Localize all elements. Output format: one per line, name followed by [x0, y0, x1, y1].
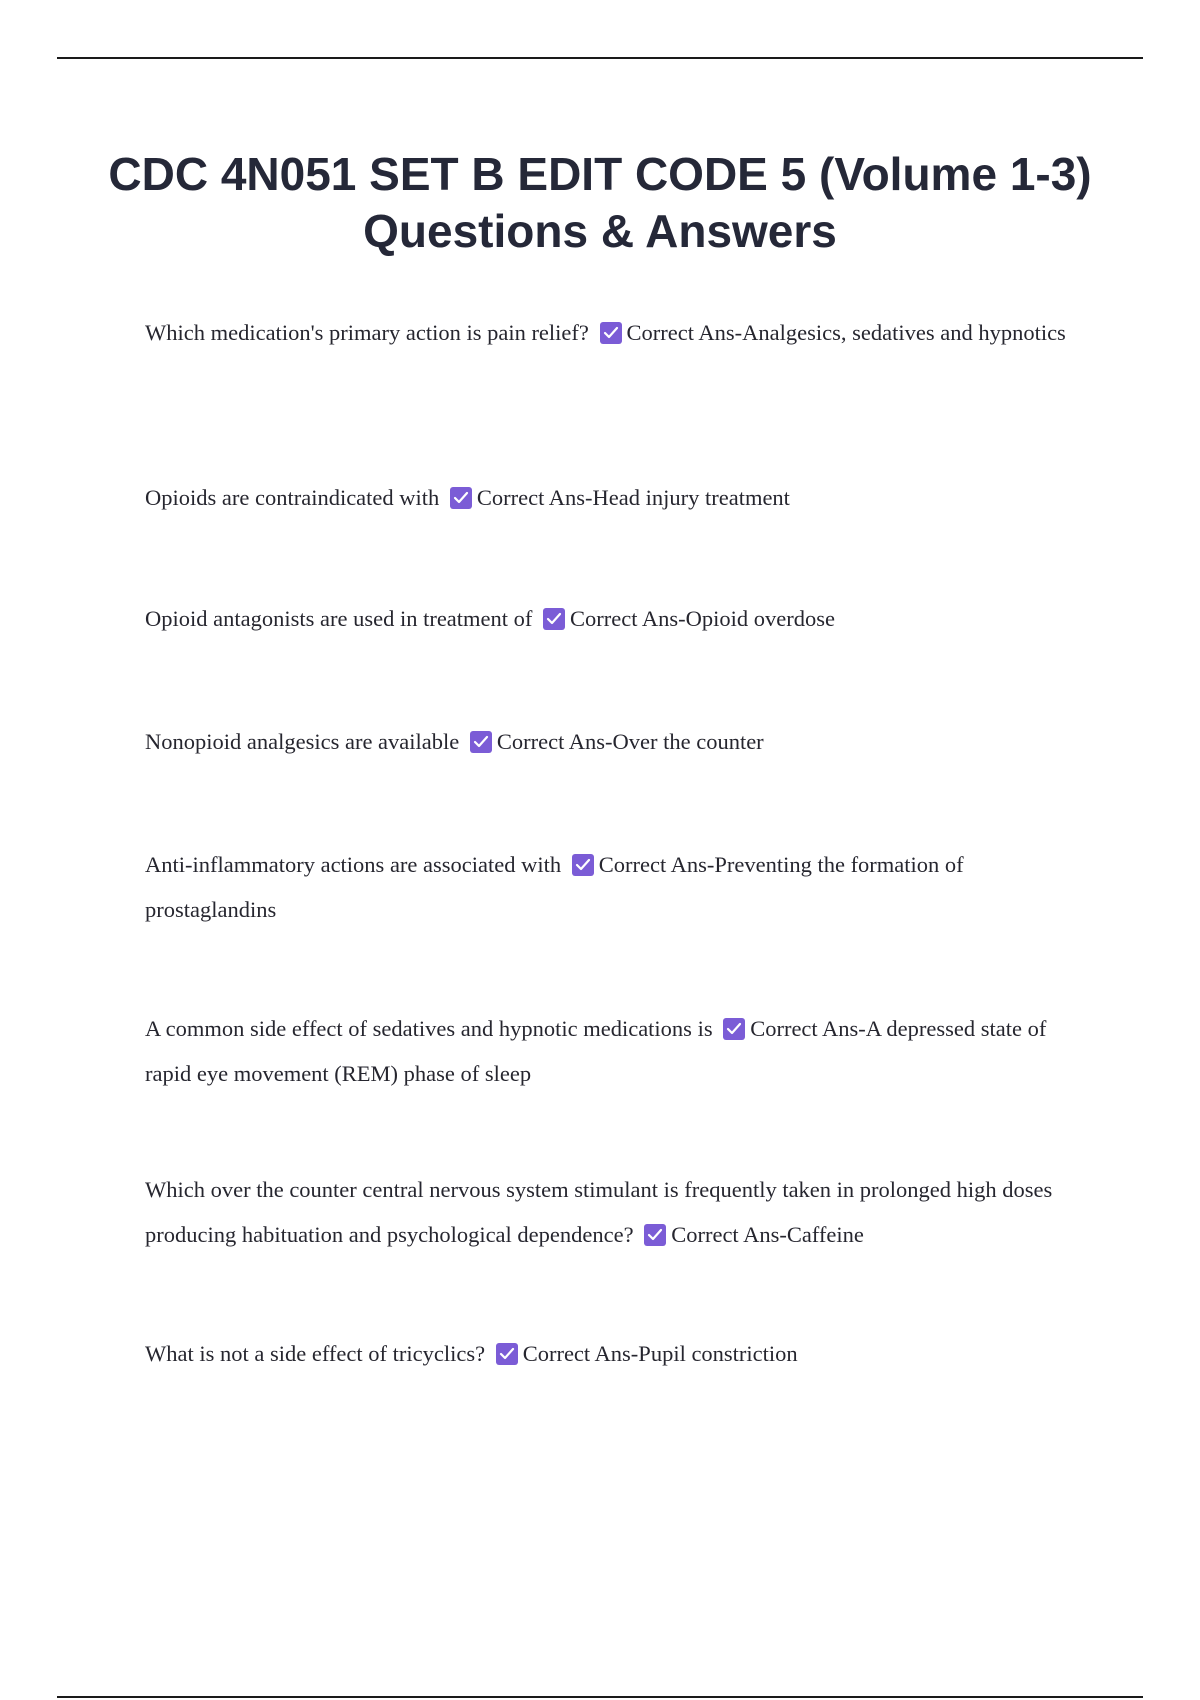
answer-text: Correct Ans-Opioid overdose [570, 606, 835, 631]
checkmark-icon [496, 1343, 518, 1365]
bottom-divider [57, 1696, 1143, 1698]
question-text: Which medication's primary action is pain relief? [145, 320, 589, 345]
question-text: What is not a side effect of tricyclics? [145, 1341, 486, 1366]
checkmark-icon [450, 487, 472, 509]
answer-text: Correct Ans-Analgesics, sedatives and hypnotics [626, 320, 1066, 345]
checkmark-icon [543, 608, 565, 630]
checkmark-icon [723, 1018, 745, 1040]
top-divider [57, 57, 1143, 59]
checkmark-icon [600, 322, 622, 344]
question-text: A common side effect of sedatives and hypnotic medications is [145, 1016, 713, 1041]
qa-item-7 [145, 1167, 1090, 1257]
checkmark-icon [470, 731, 492, 753]
qa-item-8 [145, 1331, 1090, 1376]
answer-text: Correct Ans-Head injury treatment [476, 485, 790, 510]
qa-item-6 [145, 1006, 1090, 1096]
checkmark-icon [572, 854, 594, 876]
qa-item-3 [145, 596, 1090, 641]
checkmark-icon [644, 1224, 666, 1246]
answer-text: Correct Ans-A depressed state of rapid eye movement (REM) phase of sleep [145, 1016, 1047, 1086]
qa-item-5 [145, 842, 1090, 932]
answer-text: Correct Ans-Caffeine [671, 1222, 864, 1247]
answer-text: Correct Ans-Pupil constriction [522, 1341, 798, 1366]
qa-item-4 [145, 719, 1090, 764]
question-text: Anti-inflammatory actions are associated with [145, 852, 562, 877]
question-text: Nonopioid analgesics are available [145, 729, 460, 754]
question-text: Which over the counter central nervous system stimulant is frequently taken in prolonged high doses producing habituation and psychological dependence? [145, 1177, 1053, 1247]
qa-item-2 [145, 475, 1090, 520]
qa-item-1 [145, 310, 1090, 355]
question-text: Opioids are contraindicated with [145, 485, 440, 510]
answer-text: Correct Ans-Preventing the formation of prostaglandins [145, 852, 964, 922]
question-text: Opioid antagonists are used in treatment of [145, 606, 533, 631]
document-title: CDC 4N051 SET B EDIT CODE 5 (Volume 1-3) Questions & Answers [108, 148, 1092, 257]
answer-text: Correct Ans-Over the counter [496, 729, 764, 754]
